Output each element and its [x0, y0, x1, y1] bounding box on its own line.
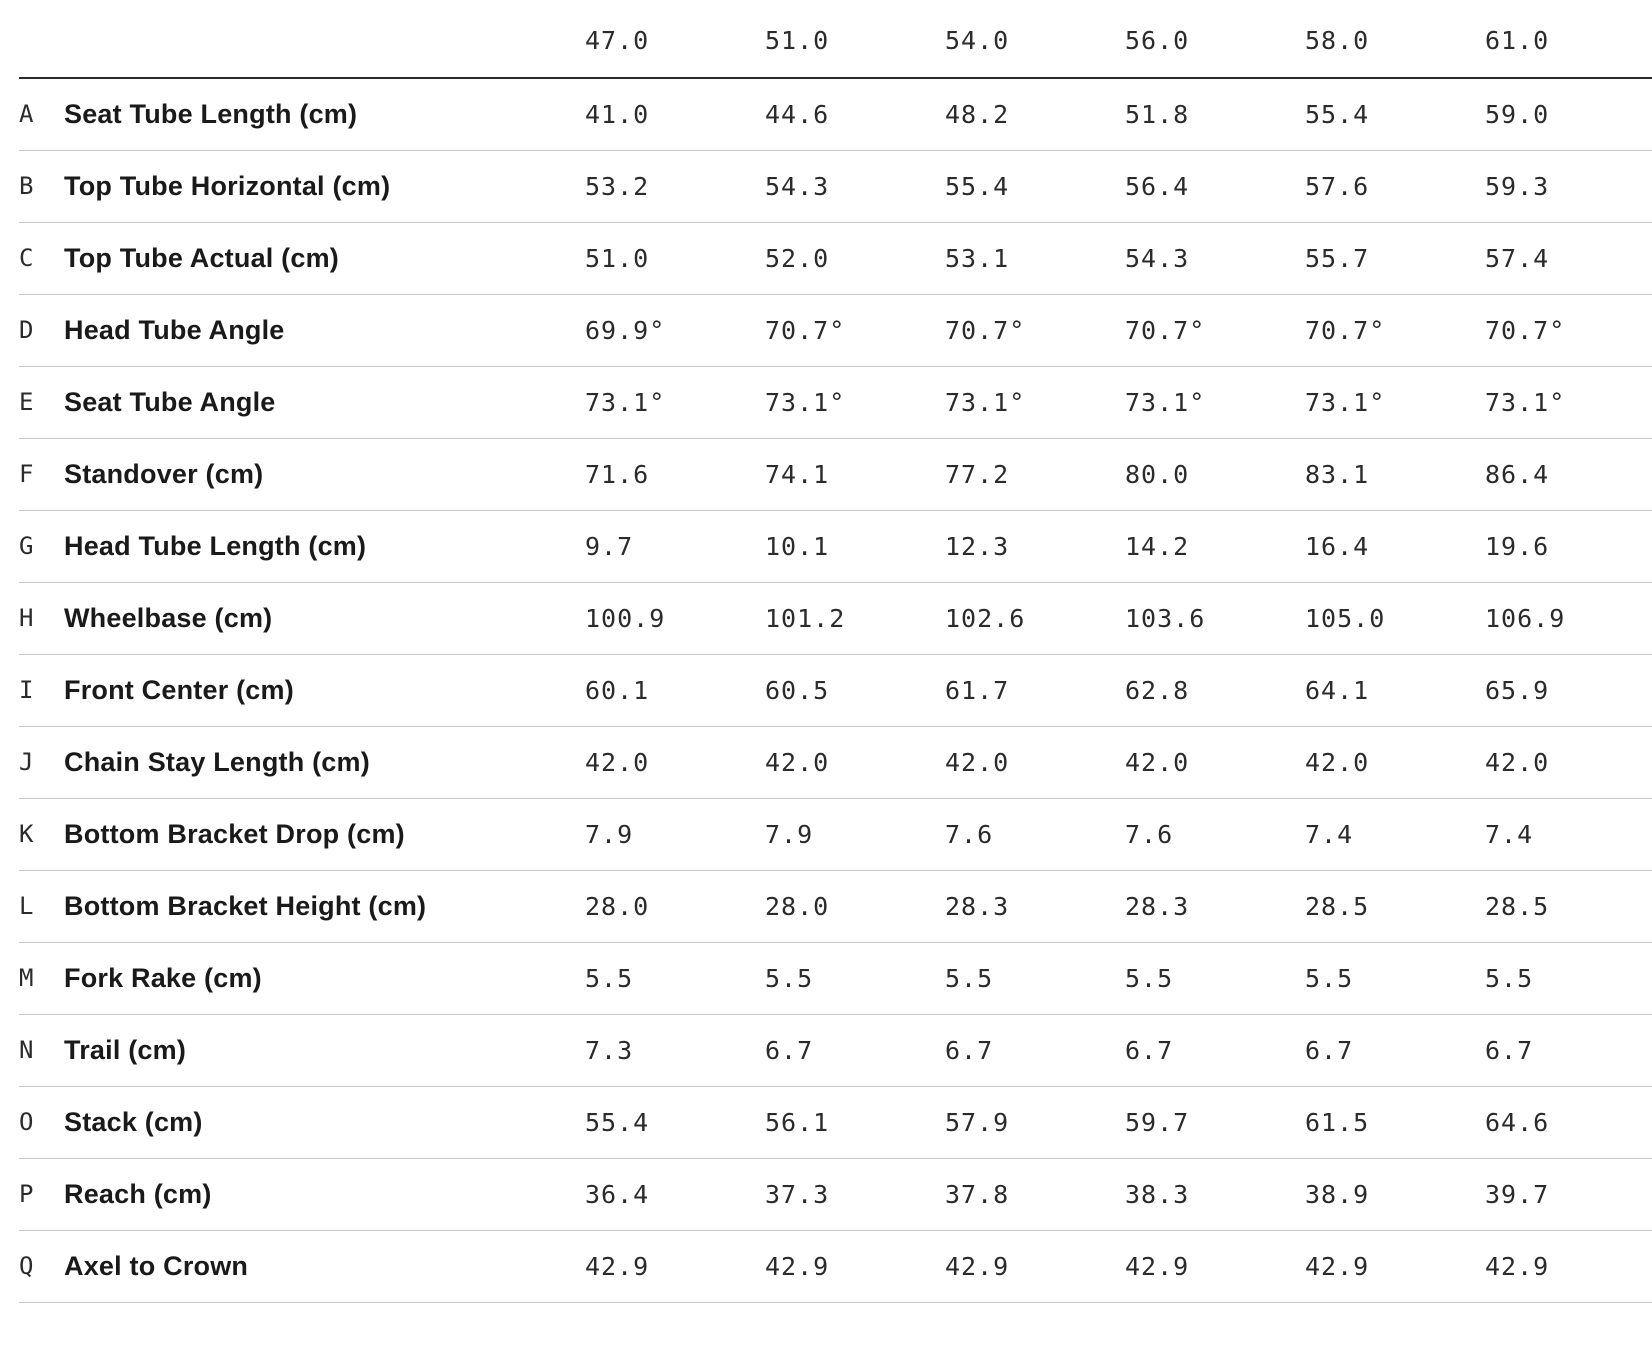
table-cell: 7.6 — [945, 798, 1125, 870]
table-cell: 16.4 — [1305, 510, 1485, 582]
table-cell: 48.2 — [945, 78, 1125, 150]
row-label: Axel to Crown — [64, 1230, 585, 1302]
table-cell: 53.1 — [945, 222, 1125, 294]
table-cell: 101.2 — [765, 582, 945, 654]
table-cell: 44.6 — [765, 78, 945, 150]
table-cell: 73.1° — [1305, 366, 1485, 438]
table-cell: 42.0 — [585, 726, 765, 798]
table-cell: 62.8 — [1125, 654, 1305, 726]
table-row — [19, 294, 1652, 366]
table-row — [19, 1086, 1652, 1158]
table-cell: 73.1° — [585, 366, 765, 438]
row-label: Stack (cm) — [64, 1086, 585, 1158]
table-cell: 61.7 — [945, 654, 1125, 726]
row-letter: F — [19, 438, 64, 510]
size-header: 54.0 — [945, 0, 1125, 78]
table-cell: 42.9 — [1305, 1230, 1485, 1302]
table-cell: 70.7° — [1485, 294, 1652, 366]
table-cell: 56.4 — [1125, 150, 1305, 222]
table-row — [19, 942, 1652, 1014]
row-label: Seat Tube Length (cm) — [64, 78, 585, 150]
row-letter: M — [19, 942, 64, 1014]
row-label: Head Tube Angle — [64, 294, 585, 366]
table-cell: 14.2 — [1125, 510, 1305, 582]
row-label: Front Center (cm) — [64, 654, 585, 726]
table-row — [19, 654, 1652, 726]
table-cell: 55.4 — [1305, 78, 1485, 150]
table-cell: 55.4 — [585, 1086, 765, 1158]
table-cell: 77.2 — [945, 438, 1125, 510]
table-cell: 5.5 — [1125, 942, 1305, 1014]
table-cell: 70.7° — [945, 294, 1125, 366]
table-cell: 42.9 — [585, 1230, 765, 1302]
table-cell: 37.8 — [945, 1158, 1125, 1230]
table-cell: 100.9 — [585, 582, 765, 654]
table-cell: 42.9 — [945, 1230, 1125, 1302]
header-letter-cell — [19, 0, 64, 78]
row-letter: L — [19, 870, 64, 942]
table-cell: 64.1 — [1305, 654, 1485, 726]
size-header: 58.0 — [1305, 0, 1485, 78]
table-cell: 6.7 — [1485, 1014, 1652, 1086]
table-cell: 83.1 — [1305, 438, 1485, 510]
table-cell: 64.6 — [1485, 1086, 1652, 1158]
table-cell: 59.7 — [1125, 1086, 1305, 1158]
row-letter: C — [19, 222, 64, 294]
size-header-row — [19, 0, 1652, 78]
table-cell: 28.5 — [1305, 870, 1485, 942]
table-cell: 42.9 — [765, 1230, 945, 1302]
table-cell: 7.3 — [585, 1014, 765, 1086]
table-cell: 103.6 — [1125, 582, 1305, 654]
table-cell: 9.7 — [585, 510, 765, 582]
table-cell: 28.5 — [1485, 870, 1652, 942]
row-letter: J — [19, 726, 64, 798]
table-cell: 59.3 — [1485, 150, 1652, 222]
table-cell: 105.0 — [1305, 582, 1485, 654]
table-cell: 57.4 — [1485, 222, 1652, 294]
row-letter: K — [19, 798, 64, 870]
table-row — [19, 1158, 1652, 1230]
table-cell: 36.4 — [585, 1158, 765, 1230]
row-letter: B — [19, 150, 64, 222]
row-label: Bottom Bracket Height (cm) — [64, 870, 585, 942]
table-row — [19, 870, 1652, 942]
table-cell: 53.2 — [585, 150, 765, 222]
row-label: Head Tube Length (cm) — [64, 510, 585, 582]
table-cell: 42.0 — [945, 726, 1125, 798]
table-row — [19, 150, 1652, 222]
table-cell: 10.1 — [765, 510, 945, 582]
table-cell: 5.5 — [1485, 942, 1652, 1014]
table-cell: 73.1° — [765, 366, 945, 438]
table-cell: 73.1° — [1125, 366, 1305, 438]
row-label: Seat Tube Angle — [64, 366, 585, 438]
table-cell: 5.5 — [765, 942, 945, 1014]
table-cell: 7.4 — [1485, 798, 1652, 870]
geometry-table — [19, 0, 1652, 1303]
row-label: Bottom Bracket Drop (cm) — [64, 798, 585, 870]
table-row — [19, 222, 1652, 294]
table-cell: 70.7° — [765, 294, 945, 366]
table-cell: 38.3 — [1125, 1158, 1305, 1230]
row-letter: Q — [19, 1230, 64, 1302]
table-cell: 38.9 — [1305, 1158, 1485, 1230]
table-cell: 73.1° — [945, 366, 1125, 438]
table-cell: 41.0 — [585, 78, 765, 150]
table-cell: 55.7 — [1305, 222, 1485, 294]
table-cell: 5.5 — [945, 942, 1125, 1014]
table-cell: 5.5 — [1305, 942, 1485, 1014]
row-label: Top Tube Actual (cm) — [64, 222, 585, 294]
table-cell: 7.6 — [1125, 798, 1305, 870]
table-cell: 102.6 — [945, 582, 1125, 654]
geometry-table-body — [19, 78, 1652, 1302]
table-cell: 42.0 — [1305, 726, 1485, 798]
table-cell: 55.4 — [945, 150, 1125, 222]
table-cell: 28.0 — [585, 870, 765, 942]
table-cell: 42.0 — [1125, 726, 1305, 798]
table-cell: 57.6 — [1305, 150, 1485, 222]
table-cell: 39.7 — [1485, 1158, 1652, 1230]
table-row — [19, 366, 1652, 438]
table-cell: 71.6 — [585, 438, 765, 510]
table-cell: 28.0 — [765, 870, 945, 942]
table-row — [19, 1230, 1652, 1302]
table-cell: 28.3 — [945, 870, 1125, 942]
table-row — [19, 798, 1652, 870]
table-cell: 52.0 — [765, 222, 945, 294]
row-letter: I — [19, 654, 64, 726]
table-cell: 70.7° — [1305, 294, 1485, 366]
table-row — [19, 582, 1652, 654]
row-label: Fork Rake (cm) — [64, 942, 585, 1014]
table-row — [19, 726, 1652, 798]
table-row — [19, 78, 1652, 150]
table-cell: 80.0 — [1125, 438, 1305, 510]
row-label: Reach (cm) — [64, 1158, 585, 1230]
table-cell: 54.3 — [1125, 222, 1305, 294]
table-cell: 74.1 — [765, 438, 945, 510]
table-row — [19, 1014, 1652, 1086]
row-letter: E — [19, 366, 64, 438]
table-cell: 51.8 — [1125, 78, 1305, 150]
row-letter: O — [19, 1086, 64, 1158]
row-label: Trail (cm) — [64, 1014, 585, 1086]
table-cell: 6.7 — [765, 1014, 945, 1086]
row-label: Top Tube Horizontal (cm) — [64, 150, 585, 222]
row-letter: D — [19, 294, 64, 366]
row-letter: A — [19, 78, 64, 150]
table-cell: 54.3 — [765, 150, 945, 222]
table-cell: 28.3 — [1125, 870, 1305, 942]
table-cell: 19.6 — [1485, 510, 1652, 582]
table-cell: 51.0 — [585, 222, 765, 294]
table-cell: 61.5 — [1305, 1086, 1485, 1158]
size-header: 61.0 — [1485, 0, 1652, 78]
table-cell: 7.9 — [585, 798, 765, 870]
table-cell: 42.9 — [1125, 1230, 1305, 1302]
row-letter: P — [19, 1158, 64, 1230]
table-cell: 73.1° — [1485, 366, 1652, 438]
table-cell: 86.4 — [1485, 438, 1652, 510]
size-header: 51.0 — [765, 0, 945, 78]
table-cell: 106.9 — [1485, 582, 1652, 654]
row-letter: G — [19, 510, 64, 582]
table-cell: 42.0 — [765, 726, 945, 798]
table-cell: 12.3 — [945, 510, 1125, 582]
table-cell: 65.9 — [1485, 654, 1652, 726]
table-cell: 7.4 — [1305, 798, 1485, 870]
table-cell: 6.7 — [1125, 1014, 1305, 1086]
table-row — [19, 438, 1652, 510]
table-cell: 56.1 — [765, 1086, 945, 1158]
row-label: Standover (cm) — [64, 438, 585, 510]
table-cell: 42.0 — [1485, 726, 1652, 798]
table-cell: 70.7° — [1125, 294, 1305, 366]
table-cell: 7.9 — [765, 798, 945, 870]
header-label-cell — [64, 0, 585, 78]
table-cell: 69.9° — [585, 294, 765, 366]
row-letter: N — [19, 1014, 64, 1086]
size-header: 56.0 — [1125, 0, 1305, 78]
table-cell: 60.5 — [765, 654, 945, 726]
table-cell: 6.7 — [945, 1014, 1125, 1086]
row-label: Wheelbase (cm) — [64, 582, 585, 654]
table-cell: 57.9 — [945, 1086, 1125, 1158]
size-header: 47.0 — [585, 0, 765, 78]
table-cell: 42.9 — [1485, 1230, 1652, 1302]
table-cell: 37.3 — [765, 1158, 945, 1230]
table-cell: 6.7 — [1305, 1014, 1485, 1086]
table-cell: 59.0 — [1485, 78, 1652, 150]
table-cell: 60.1 — [585, 654, 765, 726]
row-letter: H — [19, 582, 64, 654]
table-cell: 5.5 — [585, 942, 765, 1014]
row-label: Chain Stay Length (cm) — [64, 726, 585, 798]
table-row — [19, 510, 1652, 582]
